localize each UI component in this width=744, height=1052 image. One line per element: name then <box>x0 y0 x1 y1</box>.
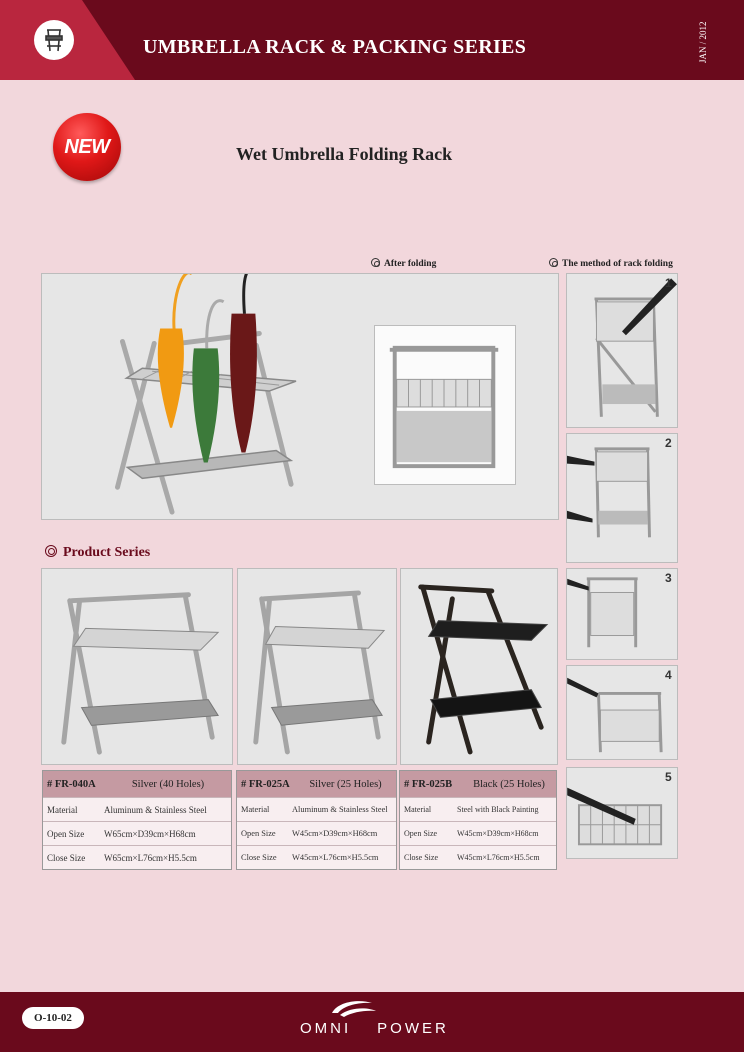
brand-name-right: POWER <box>377 1020 449 1037</box>
step-number: 4 <box>665 668 672 682</box>
step-number: 2 <box>665 436 672 450</box>
row-value: Steel with Black Painting <box>457 805 539 814</box>
product-variant: Black (25 Holes) <box>473 778 545 790</box>
row-label: Material <box>47 804 78 815</box>
row-label: Close Size <box>404 853 438 862</box>
row-value: W45cm×L76cm×H5.5cm <box>292 853 379 862</box>
new-badge-label: NEW <box>64 135 110 158</box>
brand-name-left: OMNI <box>300 1020 352 1037</box>
folding-step-4-photo <box>566 665 678 760</box>
row-label: Material <box>404 805 432 814</box>
caption-after-folding <box>371 258 436 269</box>
folding-step-2-photo <box>566 433 678 563</box>
caption-folding-method-text: The method of rack folding <box>562 259 673 269</box>
product-fr-040a-photo <box>41 568 233 765</box>
row-value: W45cm×L76cm×H5.5cm <box>457 853 540 862</box>
double-circle-icon <box>549 258 558 267</box>
rack-icon <box>34 20 74 60</box>
row-value: W45cm×D39cm×H68cm <box>292 829 378 838</box>
row-label: Open Size <box>404 829 438 838</box>
row-label: Close Size <box>47 852 86 863</box>
row-label: Close Size <box>241 853 277 862</box>
spec-table-fr-025a <box>236 770 397 870</box>
row-value: W45cm×D39cm×H68cm <box>457 829 539 838</box>
row-value: Aluminum & Stainless Steel <box>292 805 388 814</box>
double-circle-icon <box>371 258 380 267</box>
product-code: # FR-040A <box>47 778 96 790</box>
spec-table-fr-025b <box>399 770 557 870</box>
product-fr-025b-photo <box>400 568 558 765</box>
header-title: UMBRELLA RACK & PACKING SERIES <box>143 36 527 58</box>
page-code: O-10-02 <box>22 1007 84 1029</box>
caption-folding-method <box>549 258 673 269</box>
header-date: JAN / 2012 <box>698 21 708 63</box>
table-header-row <box>237 771 396 797</box>
row-value: W65cm×L76cm×H5.5cm <box>104 852 197 863</box>
table-header-row <box>43 771 231 797</box>
row-value: W65cm×D39cm×H68cm <box>104 828 196 839</box>
table-row <box>237 845 396 869</box>
table-row <box>400 797 556 821</box>
product-code: # FR-025B <box>404 778 453 790</box>
row-value: Aluminum & Stainless Steel <box>104 804 207 815</box>
product-series-heading <box>45 545 150 561</box>
step-number: 5 <box>665 770 672 784</box>
step-number: 1 <box>665 276 672 290</box>
new-badge <box>53 113 121 181</box>
product-code: # FR-025A <box>241 778 290 790</box>
folding-step-5-photo <box>566 767 678 859</box>
table-row <box>43 845 231 869</box>
table-row <box>237 821 396 845</box>
row-label: Material <box>241 805 270 814</box>
product-variant: Silver (40 Holes) <box>131 778 205 790</box>
brand-name <box>300 1020 449 1037</box>
table-row <box>237 797 396 821</box>
spec-table-fr-040a <box>42 770 232 870</box>
product-fr-025a-photo <box>237 568 397 765</box>
double-circle-icon <box>45 545 57 557</box>
table-row <box>43 821 231 845</box>
step-number: 3 <box>665 571 672 585</box>
table-header-row <box>400 771 556 797</box>
product-series-heading-text: Product Series <box>63 545 151 560</box>
row-label: Open Size <box>241 829 276 838</box>
folding-step-3-photo <box>566 568 678 660</box>
page-title: Wet Umbrella Folding Rack <box>236 144 453 164</box>
table-row <box>400 821 556 845</box>
table-row <box>43 797 231 821</box>
table-row <box>400 845 556 869</box>
product-variant: Silver (25 Holes) <box>309 778 382 790</box>
caption-after-folding-text: After folding <box>384 259 437 269</box>
folding-step-1-photo <box>566 273 678 428</box>
row-label: Open Size <box>47 828 85 839</box>
folded-rack-photo <box>374 325 516 485</box>
